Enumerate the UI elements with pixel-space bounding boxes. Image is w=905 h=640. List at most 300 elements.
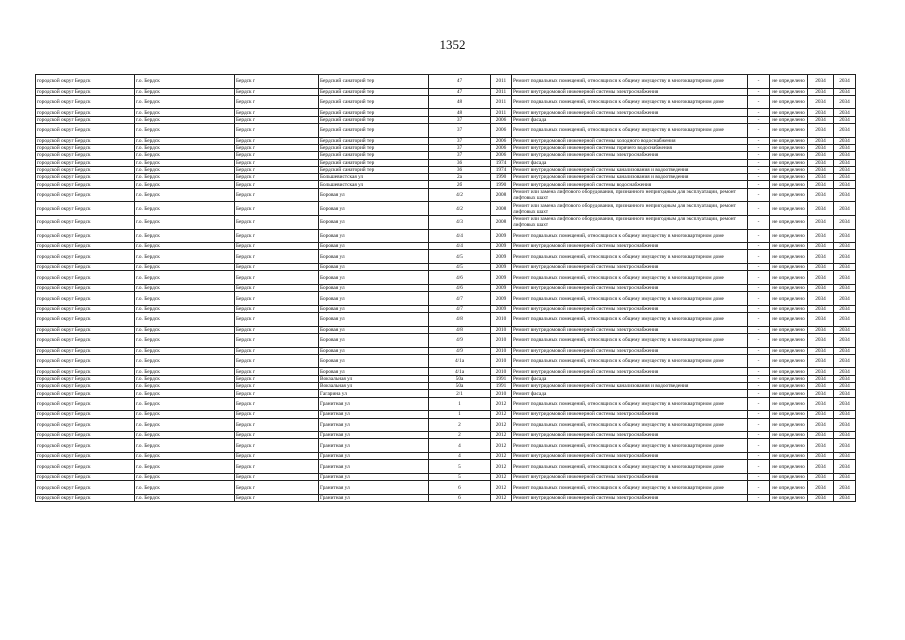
house-number-cell: 4	[429, 453, 491, 460]
table-row	[36, 383, 856, 390]
district-cell: городской округ Бердск	[36, 397, 135, 411]
cost-cell: -	[748, 181, 770, 188]
city-cell: Бердск г	[235, 326, 319, 333]
house-number-cell: 47	[429, 75, 491, 89]
build-year-cell: 2012	[491, 473, 512, 480]
street-cell: Гранитная ул	[319, 494, 429, 501]
build-year-cell: 2011	[491, 109, 512, 116]
district-cell: городской округ Бердск	[36, 292, 135, 306]
work-type-cell: Ремонт внутридомовой инженерной системы электроснабжения	[512, 453, 748, 460]
plan-year-start-cell: 2034	[808, 243, 834, 250]
house-number-cell: 4/8	[429, 326, 491, 333]
status-cell: не определено	[770, 264, 808, 271]
plan-year-end-cell: 2034	[834, 494, 856, 501]
district-cell: городской округ Бердск	[36, 271, 135, 285]
cost-cell: -	[748, 152, 770, 159]
work-type-cell: Ремонт подвальных помещений, относящихся к общему имуществу в многоквартирном доме	[512, 250, 748, 264]
cost-cell: -	[748, 137, 770, 144]
street-cell: Бердский санаторий тер	[319, 124, 429, 138]
repair-schedule-table	[35, 74, 856, 502]
plan-year-end-cell: 2034	[834, 460, 856, 474]
status-cell: не определено	[770, 250, 808, 264]
district-cell: городской округ Бердск	[36, 326, 135, 333]
table-row	[36, 181, 856, 188]
status-cell: не определено	[770, 109, 808, 116]
work-type-cell: Ремонт подвальных помещений, относящихся к общему имуществу в многоквартирном доме	[512, 333, 748, 347]
plan-year-start-cell: 2034	[808, 375, 834, 382]
settlement-cell: г.о. Бердск	[135, 116, 235, 123]
street-cell: Бердский санаторий тер	[319, 88, 429, 95]
district-cell: городской округ Бердск	[36, 215, 135, 229]
street-cell: Вокзальная ул	[319, 375, 429, 382]
plan-year-end-cell: 2034	[834, 439, 856, 453]
settlement-cell: г.о. Бердск	[135, 383, 235, 390]
cost-cell: -	[748, 453, 770, 460]
house-number-cell: 2б	[429, 181, 491, 188]
district-cell: городской округ Бердск	[36, 375, 135, 382]
cost-cell: -	[748, 313, 770, 327]
plan-year-start-cell: 2034	[808, 326, 834, 333]
plan-year-start-cell: 2034	[808, 284, 834, 291]
work-type-cell: Ремонт подвальных помещений, относящихся к общему имуществу в многоквартирном доме	[512, 418, 748, 432]
work-type-cell: Ремонт внутридомовой инженерной системы водоснабжения	[512, 181, 748, 188]
table-row	[36, 116, 856, 123]
plan-year-start-cell: 2034	[808, 453, 834, 460]
build-year-cell: 2012	[491, 494, 512, 501]
build-year-cell: 2006	[491, 116, 512, 123]
build-year-cell: 2009	[491, 284, 512, 291]
cost-cell: -	[748, 354, 770, 368]
table-row	[36, 202, 856, 216]
house-number-cell: 4/9	[429, 333, 491, 347]
settlement-cell: г.о. Бердск	[135, 305, 235, 312]
build-year-cell: 2012	[491, 439, 512, 453]
house-number-cell: 1	[429, 411, 491, 418]
table-row	[36, 439, 856, 453]
settlement-cell: г.о. Бердск	[135, 375, 235, 382]
city-cell: Бердск г	[235, 229, 319, 243]
table-row	[36, 137, 856, 144]
build-year-cell: 1990	[491, 181, 512, 188]
work-type-cell: Ремонт внутридомовой инженерной системы электроснабжения	[512, 243, 748, 250]
street-cell: Боровая ул	[319, 243, 429, 250]
plan-year-end-cell: 2034	[834, 368, 856, 375]
cost-cell: -	[748, 159, 770, 166]
house-number-cell: 4/2	[429, 188, 491, 202]
cost-cell: -	[748, 95, 770, 109]
status-cell: не определено	[770, 284, 808, 291]
status-cell: не определено	[770, 166, 808, 173]
plan-year-start-cell: 2034	[808, 229, 834, 243]
plan-year-end-cell: 2034	[834, 292, 856, 306]
table-row	[36, 411, 856, 418]
table-row	[36, 481, 856, 495]
build-year-cell: 1991	[491, 375, 512, 382]
status-cell: не определено	[770, 439, 808, 453]
city-cell: Бердск г	[235, 152, 319, 159]
settlement-cell: г.о. Бердск	[135, 390, 235, 397]
table-row	[36, 313, 856, 327]
district-cell: городской округ Бердск	[36, 243, 135, 250]
build-year-cell: 2006	[491, 137, 512, 144]
district-cell: городской округ Бердск	[36, 166, 135, 173]
house-number-cell: 37	[429, 137, 491, 144]
table-row	[36, 460, 856, 474]
city-cell: Бердск г	[235, 354, 319, 368]
build-year-cell: 2008	[491, 202, 512, 216]
plan-year-start-cell: 2034	[808, 347, 834, 354]
plan-year-start-cell: 2034	[808, 271, 834, 285]
cost-cell: -	[748, 188, 770, 202]
district-cell: городской округ Бердск	[36, 411, 135, 418]
work-type-cell: Ремонт внутридомовой инженерной системы электроснабжения	[512, 109, 748, 116]
city-cell: Бердск г	[235, 250, 319, 264]
plan-year-start-cell: 2034	[808, 159, 834, 166]
status-cell: не определено	[770, 432, 808, 439]
house-number-cell: 4/5	[429, 264, 491, 271]
house-number-cell: 2	[429, 432, 491, 439]
work-type-cell: Ремонт внутридомовой инженерной системы электроснабжения	[512, 264, 748, 271]
build-year-cell: 2010	[491, 333, 512, 347]
house-number-cell: 4/4	[429, 229, 491, 243]
work-type-cell: Ремонт подвальных помещений, относящихся к общему имуществу в многоквартирном доме	[512, 313, 748, 327]
plan-year-end-cell: 2034	[834, 250, 856, 264]
house-number-cell: 50а	[429, 375, 491, 382]
house-number-cell: 2а	[429, 174, 491, 181]
work-type-cell: Ремонт подвальных помещений, относящихся к общему имуществу в многоквартирном доме	[512, 75, 748, 89]
plan-year-start-cell: 2034	[808, 202, 834, 216]
plan-year-end-cell: 2034	[834, 313, 856, 327]
cost-cell: -	[748, 144, 770, 151]
city-cell: Бердск г	[235, 75, 319, 89]
plan-year-start-cell: 2034	[808, 144, 834, 151]
build-year-cell: 2012	[491, 411, 512, 418]
status-cell: не определено	[770, 397, 808, 411]
district-cell: городской округ Бердск	[36, 159, 135, 166]
plan-year-start-cell: 2034	[808, 174, 834, 181]
build-year-cell: 2011	[491, 95, 512, 109]
cost-cell: -	[748, 75, 770, 89]
district-cell: городской округ Бердск	[36, 460, 135, 474]
city-cell: Бердск г	[235, 271, 319, 285]
plan-year-start-cell: 2034	[808, 264, 834, 271]
district-cell: городской округ Бердск	[36, 333, 135, 347]
street-cell: Гранитная ул	[319, 418, 429, 432]
table-row	[36, 326, 856, 333]
plan-year-end-cell: 2034	[834, 473, 856, 480]
cost-cell: -	[748, 292, 770, 306]
work-type-cell: Ремонт внутридомовой инженерной системы электроснабжения	[512, 305, 748, 312]
plan-year-end-cell: 2034	[834, 411, 856, 418]
settlement-cell: г.о. Бердск	[135, 432, 235, 439]
settlement-cell: г.о. Бердск	[135, 159, 235, 166]
table-row	[36, 333, 856, 347]
build-year-cell: 2012	[491, 418, 512, 432]
table-row	[36, 418, 856, 432]
street-cell: Гранитная ул	[319, 397, 429, 411]
street-cell: Бердский санаторий тер	[319, 144, 429, 151]
district-cell: городской округ Бердск	[36, 383, 135, 390]
plan-year-start-cell: 2034	[808, 88, 834, 95]
city-cell: Бердск г	[235, 397, 319, 411]
district-cell: городской округ Бердск	[36, 202, 135, 216]
settlement-cell: г.о. Бердск	[135, 174, 235, 181]
house-number-cell: 36	[429, 166, 491, 173]
build-year-cell: 2010	[491, 347, 512, 354]
street-cell: Боровая ул	[319, 347, 429, 354]
status-cell: не определено	[770, 174, 808, 181]
settlement-cell: г.о. Бердск	[135, 284, 235, 291]
house-number-cell: 4/2	[429, 202, 491, 216]
status-cell: не определено	[770, 347, 808, 354]
cost-cell: -	[748, 383, 770, 390]
city-cell: Бердск г	[235, 95, 319, 109]
plan-year-start-cell: 2034	[808, 109, 834, 116]
work-type-cell: Ремонт фасада	[512, 116, 748, 123]
city-cell: Бердск г	[235, 166, 319, 173]
work-type-cell: Ремонт внутридомовой инженерной системы электроснабжения	[512, 152, 748, 159]
plan-year-start-cell: 2034	[808, 215, 834, 229]
work-type-cell: Ремонт внутридомовой инженерной системы электроснабжения	[512, 432, 748, 439]
street-cell: Боровая ул	[319, 284, 429, 291]
cost-cell: -	[748, 116, 770, 123]
status-cell: не определено	[770, 271, 808, 285]
work-type-cell: Ремонт подвальных помещений, относящихся к общему имуществу в многоквартирном доме	[512, 354, 748, 368]
district-cell: городской округ Бердск	[36, 95, 135, 109]
settlement-cell: г.о. Бердск	[135, 243, 235, 250]
work-type-cell: Ремонт фасада	[512, 159, 748, 166]
settlement-cell: г.о. Бердск	[135, 354, 235, 368]
plan-year-start-cell: 2034	[808, 137, 834, 144]
city-cell: Бердск г	[235, 181, 319, 188]
city-cell: Бердск г	[235, 159, 319, 166]
cost-cell: -	[748, 264, 770, 271]
work-type-cell: Ремонт или замена лифтового оборудования, признанного непригодным для эксплуатации, ремонт лифтовых шахт	[512, 215, 748, 229]
settlement-cell: г.о. Бердск	[135, 453, 235, 460]
build-year-cell: 2010	[491, 326, 512, 333]
city-cell: Бердск г	[235, 202, 319, 216]
district-cell: городской округ Бердск	[36, 439, 135, 453]
plan-year-start-cell: 2034	[808, 494, 834, 501]
settlement-cell: г.о. Бердск	[135, 313, 235, 327]
settlement-cell: г.о. Бердск	[135, 109, 235, 116]
table-row	[36, 152, 856, 159]
build-year-cell: 2009	[491, 229, 512, 243]
plan-year-start-cell: 2034	[808, 460, 834, 474]
cost-cell: -	[748, 124, 770, 138]
settlement-cell: г.о. Бердск	[135, 144, 235, 151]
build-year-cell: 1990	[491, 174, 512, 181]
plan-year-end-cell: 2034	[834, 124, 856, 138]
plan-year-end-cell: 2034	[834, 181, 856, 188]
build-year-cell: 2009	[491, 305, 512, 312]
build-year-cell: 2012	[491, 432, 512, 439]
city-cell: Бердск г	[235, 116, 319, 123]
settlement-cell: г.о. Бердск	[135, 481, 235, 495]
street-cell: Бердский санаторий тер	[319, 95, 429, 109]
settlement-cell: г.о. Бердск	[135, 166, 235, 173]
city-cell: Бердск г	[235, 292, 319, 306]
work-type-cell: Ремонт внутридомовой инженерной системы канализования и водоотведения	[512, 383, 748, 390]
district-cell: городской округ Бердск	[36, 188, 135, 202]
street-cell: Боровая ул	[319, 271, 429, 285]
plan-year-end-cell: 2034	[834, 215, 856, 229]
settlement-cell: г.о. Бердск	[135, 326, 235, 333]
district-cell: городской округ Бердск	[36, 144, 135, 151]
work-type-cell: Ремонт подвальных помещений, относящихся к общему имуществу в многоквартирном доме	[512, 124, 748, 138]
status-cell: не определено	[770, 354, 808, 368]
street-cell: Гранитная ул	[319, 411, 429, 418]
cost-cell: -	[748, 109, 770, 116]
status-cell: не определено	[770, 390, 808, 397]
build-year-cell: 2010	[491, 313, 512, 327]
work-type-cell: Ремонт подвальных помещений, относящихся к общему имуществу в многоквартирном доме	[512, 271, 748, 285]
status-cell: не определено	[770, 292, 808, 306]
district-cell: городской округ Бердск	[36, 116, 135, 123]
status-cell: не определено	[770, 460, 808, 474]
city-cell: Бердск г	[235, 411, 319, 418]
plan-year-end-cell: 2034	[834, 144, 856, 151]
build-year-cell: 2012	[491, 460, 512, 474]
plan-year-start-cell: 2034	[808, 181, 834, 188]
table-row	[36, 453, 856, 460]
city-cell: Бердск г	[235, 481, 319, 495]
plan-year-end-cell: 2034	[834, 453, 856, 460]
city-cell: Бердск г	[235, 460, 319, 474]
status-cell: не определено	[770, 88, 808, 95]
street-cell: Боровая ул	[319, 264, 429, 271]
table-row	[36, 109, 856, 116]
cost-cell: -	[748, 397, 770, 411]
table-row	[36, 229, 856, 243]
house-number-cell: 4/1а	[429, 368, 491, 375]
status-cell: не определено	[770, 305, 808, 312]
build-year-cell: 1974	[491, 166, 512, 173]
settlement-cell: г.о. Бердск	[135, 152, 235, 159]
settlement-cell: г.о. Бердск	[135, 473, 235, 480]
street-cell: Гранитная ул	[319, 439, 429, 453]
city-cell: Бердск г	[235, 215, 319, 229]
cost-cell: -	[748, 439, 770, 453]
status-cell: не определено	[770, 215, 808, 229]
work-type-cell: Ремонт подвальных помещений, относящихся к общему имуществу в многоквартирном доме	[512, 397, 748, 411]
city-cell: Бердск г	[235, 494, 319, 501]
plan-year-end-cell: 2034	[834, 333, 856, 347]
status-cell: не определено	[770, 368, 808, 375]
plan-year-start-cell: 2034	[808, 152, 834, 159]
status-cell: не определено	[770, 333, 808, 347]
plan-year-end-cell: 2034	[834, 174, 856, 181]
district-cell: городской округ Бердск	[36, 284, 135, 291]
status-cell: не определено	[770, 473, 808, 480]
table-row	[36, 88, 856, 95]
status-cell: не определено	[770, 202, 808, 216]
cost-cell: -	[748, 432, 770, 439]
settlement-cell: г.о. Бердск	[135, 292, 235, 306]
city-cell: Бердск г	[235, 453, 319, 460]
city-cell: Бердск г	[235, 473, 319, 480]
street-cell: Вокзальная ул	[319, 383, 429, 390]
settlement-cell: г.о. Бердск	[135, 368, 235, 375]
work-type-cell: Ремонт внутридомовой инженерной системы электроснабжения	[512, 326, 748, 333]
district-cell: городской округ Бердск	[36, 418, 135, 432]
plan-year-end-cell: 2034	[834, 109, 856, 116]
settlement-cell: г.о. Бердск	[135, 137, 235, 144]
city-cell: Бердск г	[235, 439, 319, 453]
table-row	[36, 347, 856, 354]
city-cell: Бердск г	[235, 305, 319, 312]
cost-cell: -	[748, 215, 770, 229]
work-type-cell: Ремонт подвальных помещений, относящихся к общему имуществу в многоквартирном доме	[512, 481, 748, 495]
status-cell: не определено	[770, 453, 808, 460]
build-year-cell: 2008	[491, 188, 512, 202]
district-cell: городской округ Бердск	[36, 229, 135, 243]
district-cell: городской округ Бердск	[36, 75, 135, 89]
street-cell: Боровая ул	[319, 215, 429, 229]
street-cell: Большевистская ул	[319, 174, 429, 181]
build-year-cell: 2009	[491, 292, 512, 306]
city-cell: Бердск г	[235, 88, 319, 95]
plan-year-start-cell: 2034	[808, 473, 834, 480]
street-cell: Гранитная ул	[319, 460, 429, 474]
street-cell: Боровая ул	[319, 368, 429, 375]
plan-year-end-cell: 2034	[834, 305, 856, 312]
status-cell: не определено	[770, 383, 808, 390]
district-cell: городской округ Бердск	[36, 453, 135, 460]
work-type-cell: Ремонт внутридомовой инженерной системы электроснабжения	[512, 347, 748, 354]
plan-year-end-cell: 2034	[834, 243, 856, 250]
table-row	[36, 166, 856, 173]
table-row	[36, 494, 856, 501]
street-cell: Бердский санаторий тер	[319, 75, 429, 89]
house-number-cell: 37	[429, 144, 491, 151]
cost-cell: -	[748, 174, 770, 181]
cost-cell: -	[748, 271, 770, 285]
street-cell: Боровая ул	[319, 250, 429, 264]
table-row	[36, 159, 856, 166]
street-cell: Большевистская ул	[319, 181, 429, 188]
cost-cell: -	[748, 494, 770, 501]
district-cell: городской округ Бердск	[36, 152, 135, 159]
cost-cell: -	[748, 333, 770, 347]
cost-cell: -	[748, 284, 770, 291]
plan-year-end-cell: 2034	[834, 375, 856, 382]
build-year-cell: 2006	[491, 152, 512, 159]
house-number-cell: 48	[429, 95, 491, 109]
plan-year-start-cell: 2034	[808, 411, 834, 418]
settlement-cell: г.о. Бердск	[135, 411, 235, 418]
settlement-cell: г.о. Бердск	[135, 397, 235, 411]
house-number-cell: 4/3	[429, 215, 491, 229]
house-number-cell: 47	[429, 88, 491, 95]
status-cell: не определено	[770, 229, 808, 243]
plan-year-end-cell: 2034	[834, 95, 856, 109]
district-cell: городской округ Бердск	[36, 174, 135, 181]
district-cell: городской округ Бердск	[36, 181, 135, 188]
plan-year-start-cell: 2034	[808, 418, 834, 432]
table-row	[36, 432, 856, 439]
street-cell: Боровая ул	[319, 333, 429, 347]
table-row	[36, 284, 856, 291]
plan-year-end-cell: 2034	[834, 284, 856, 291]
plan-year-start-cell: 2034	[808, 116, 834, 123]
plan-year-end-cell: 2034	[834, 383, 856, 390]
plan-year-end-cell: 2034	[834, 271, 856, 285]
settlement-cell: г.о. Бердск	[135, 95, 235, 109]
work-type-cell: Ремонт внутридомовой инженерной системы электроснабжения	[512, 284, 748, 291]
city-cell: Бердск г	[235, 109, 319, 116]
district-cell: городской округ Бердск	[36, 354, 135, 368]
